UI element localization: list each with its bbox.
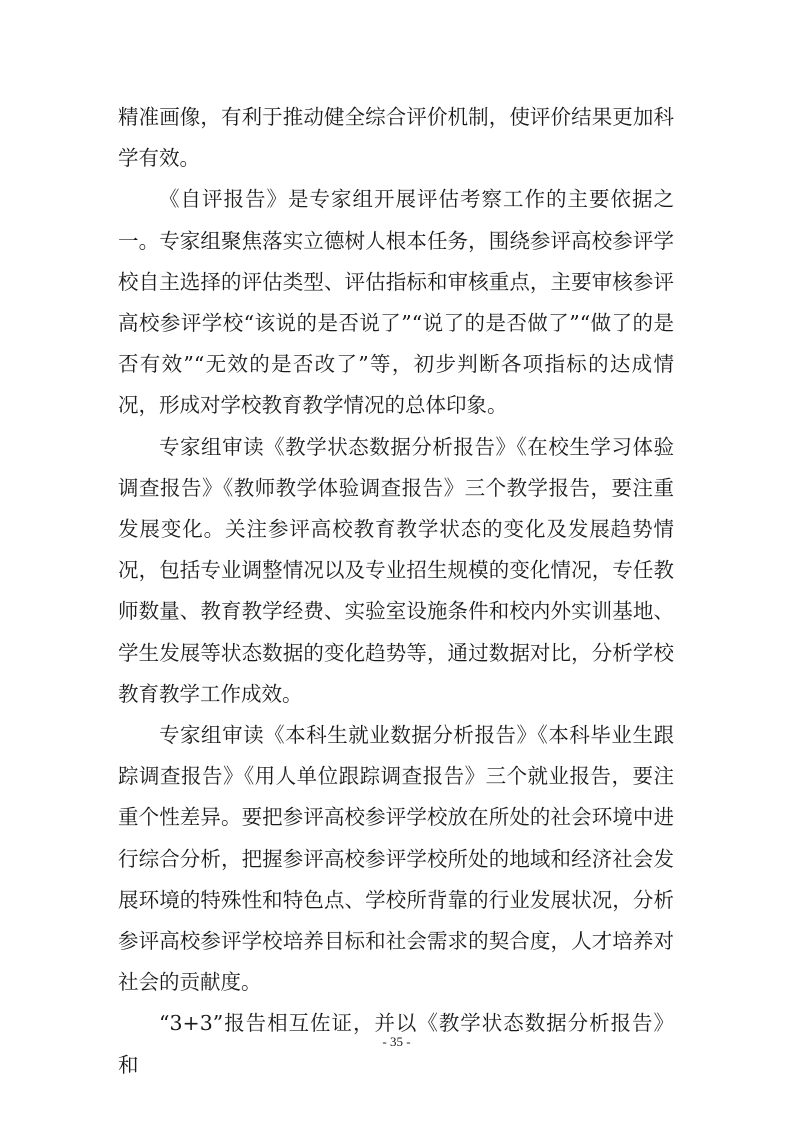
body-text [118, 97, 674, 1086]
paragraph-continuation: 精准画像，有利于推动健全综合评价机制，使评价结果更加科学有效。 [118, 105, 674, 171]
paragraph-teaching-reports: 专家组审读《教学状态数据分析报告》《在校生学习体验调查报告》《教师教学体验调查报告》三个教学报告，要注重发展变化。关注参评高校教育教学状态的变化及发展趋势情况，包括专业调整情况以及专业招生规模的变化情况，专任教师数量、教育教学经费、实验室设施条件和校内外实训基地、学生发展等状态数据的变化趋势等，通过数据对比，分析学校教育教学工作成效。 [118, 434, 674, 706]
paragraph-three-plus-three: “3+3”报告相互佐证，并以《教学状态数据分析报告》和 [118, 1011, 674, 1077]
page-number: - 35 - [382, 1034, 411, 1049]
paragraph-employment-reports: 专家组审读《本科生就业数据分析报告》《本科毕业生跟踪调查报告》《用人单位跟踪调查报告》三个就业报告，要注重个性差异。要把参评高校参评学校放在所处的社会环境中进行综合分析，把握参评高校参评学校所处的地域和经济社会发展环境的特殊性和特色点、学校所背靠的行业发展状况，分析参评高校参评学校培养目标和社会需求的契合度，人才培养对社会的贡献度。 [118, 723, 674, 995]
paragraph-self-evaluation-report: 《自评报告》是专家组开展评估考察工作的主要依据之一。专家组聚焦落实立德树人根本任务，围绕参评高校参评学校自主选择的评估类型、评估指标和审核重点，主要审核参评高校参评学校“该说的是否说了”“说了的是否做了”“做了的是否有效”“无效的是否改了”等，初步判断各项指标的达成情况，形成对学校教育教学情况的总体印象。 [118, 187, 674, 418]
